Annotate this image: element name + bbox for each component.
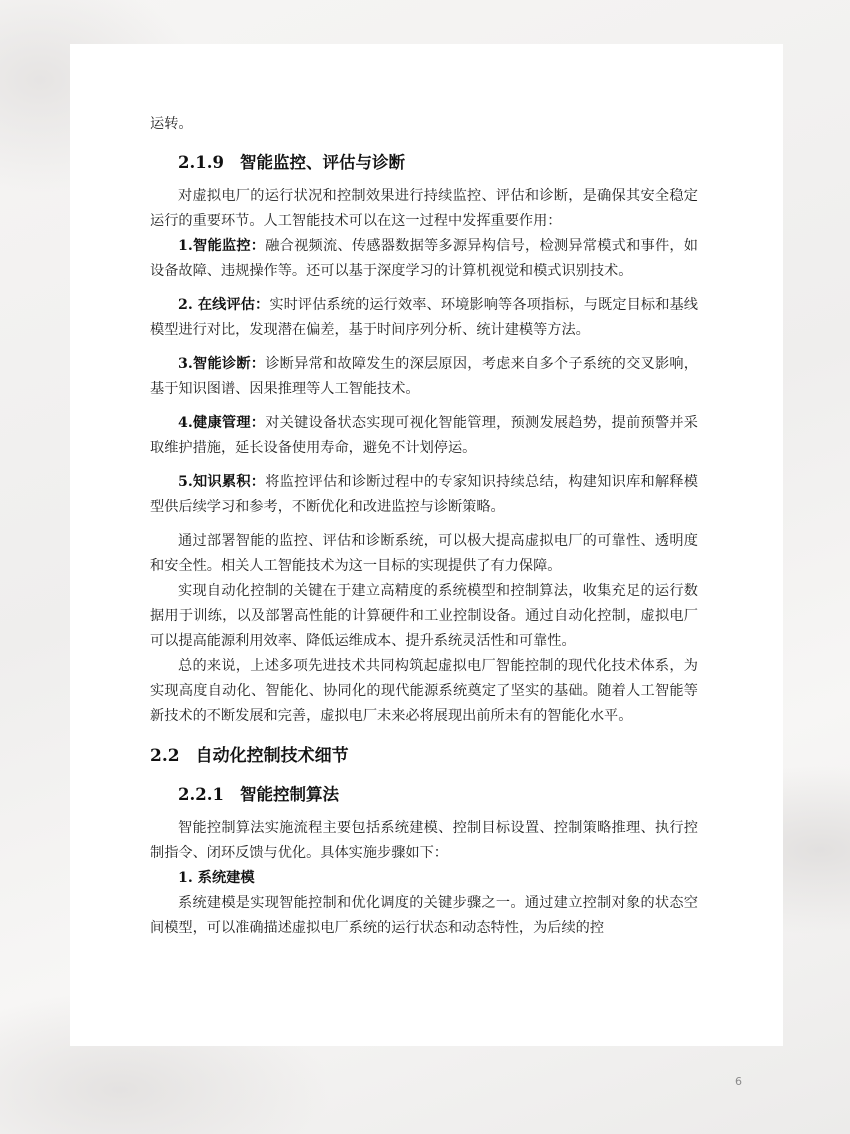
- body-paragraph: 实现自动化控制的关键在于建立高精度的系统模型和控制算法，收集充足的运行数据用于训练，以及部署高性能的计算硬件和工业控制设备。通过自动化控制，虚拟电厂可以提高能源利用效率、降低运维成本、提升系统灵活性和可靠性。: [150, 583, 698, 649]
- list-item-label: 5.知识累积：: [178, 474, 266, 490]
- list-item: [150, 293, 698, 343]
- list-item: [150, 352, 698, 402]
- section-intro-paragraph: 智能控制算法实施流程主要包括系统建模、控制目标设置、控制策略推理、执行控制指令、闭环反馈与优化。具体实施步骤如下：: [150, 820, 698, 861]
- list-item-text: 对关键设备状态实现可视化智能管理，预测发展趋势，提前预警并采取维护措施，延长设备使用寿命，避免不计划停运。: [150, 415, 698, 456]
- list-item-text: 实时评估系统的运行效率、环境影响等各项指标，与既定目标和基线模型进行对比，发现潜在偏差，基于时间序列分析、统计建模等方法。: [150, 297, 698, 338]
- body-paragraph: 总的来说，上述多项先进技术共同构筑起虚拟电厂智能控制的现代化技术体系，为实现高度自动化、智能化、协同化的现代能源系统奠定了坚实的基础。随着人工智能等新技术的不断发展和完善，虚拟电厂未来必将展现出前所未有的智能化水平。: [150, 658, 698, 724]
- body-paragraph: 通过部署智能的监控、评估和诊断系统，可以极大提高虚拟电厂的可靠性、透明度和安全性。相关人工智能技术为这一目标的实现提供了有力保障。: [150, 533, 698, 574]
- list-item-label: 4.健康管理：: [178, 415, 266, 431]
- section-heading-2-1-9: [178, 150, 698, 176]
- list-item: [150, 470, 698, 520]
- list-item-label: 2. 在线评估：: [178, 297, 270, 313]
- section-number: 2.2: [150, 746, 180, 766]
- page-number: 6: [735, 1075, 742, 1088]
- list-item-label: 1.智能监控：: [178, 238, 266, 254]
- list-item-text: 诊断异常和故障发生的深层原因，考虑来自多个子系统的交叉影响，基于知识图谱、因果推理等人工智能技术。: [150, 356, 698, 397]
- list-item-label: 3.智能诊断：: [178, 356, 266, 372]
- section-title: 智能监控、评估与诊断: [239, 153, 405, 172]
- section-title: 智能控制算法: [239, 785, 339, 804]
- document-page: [70, 44, 783, 1046]
- body-paragraph: 系统建模是实现智能控制和优化调度的关键步骤之一。通过建立控制对象的状态空间模型，可以准确描述虚拟电厂系统的运行状态和动态特性，为后续的控: [150, 895, 698, 936]
- section-heading-2-2-1: [178, 782, 698, 808]
- section-heading-2-2: [150, 743, 698, 769]
- section-number: 2.1.9: [178, 153, 224, 172]
- list-item: [150, 411, 698, 461]
- section-title: 自动化控制技术细节: [195, 746, 349, 766]
- step-heading: 1. 系统建模: [178, 870, 255, 886]
- continuation-text: 运转。: [150, 116, 193, 132]
- section-number: 2.2.1: [178, 785, 224, 804]
- list-item-text: 将监控评估和诊断过程中的专家知识持续总结，构建知识库和解释模型供后续学习和参考，不断优化和改进监控与诊断策略。: [150, 474, 698, 515]
- list-item: [150, 234, 698, 284]
- section-intro-paragraph: 对虚拟电厂的运行状况和控制效果进行持续监控、评估和诊断，是确保其安全稳定运行的重要环节。人工智能技术可以在这一过程中发挥重要作用：: [150, 188, 698, 229]
- page-content: [150, 112, 698, 941]
- list-item-text: 融合视频流、传感器数据等多源异构信号，检测异常模式和事件，如设备故障、违规操作等。还可以基于深度学习的计算机视觉和模式识别技术。: [150, 238, 698, 279]
